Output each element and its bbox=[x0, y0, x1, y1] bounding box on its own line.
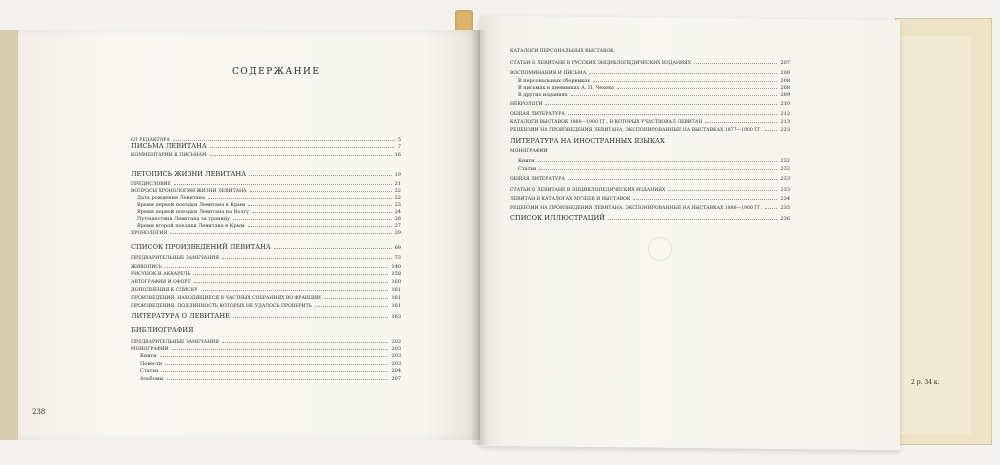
toc-entry: РЕЦЕНЗИИ НА ПРОИЗВЕДЕНИЯ ЛЕВИТАНА, ЭКСПОНИРОВАННЫЕ НА ВЫСТАВКАХ 1886—1900 ГГ. 235 bbox=[510, 205, 790, 211]
toc-entry: Время первой поездки Левитана в Крым 23 bbox=[137, 202, 401, 208]
book-spine-shadow bbox=[472, 30, 486, 445]
toc-entry: ЛЕВИТАН В КАТАЛОГАХ МУЗЕЕВ И ВЫСТАВОК 234 bbox=[510, 196, 790, 202]
toc-entry: РЕЦЕНЗИИ НА ПРОИЗВЕДЕНИЯ ЛЕВИТАНА, ЭКСПОНИРОВАННЫЕ НА ВЫСТАВКАХ 1877—1900 ГГ. 223 bbox=[510, 127, 790, 133]
toc-entry: ВОСПОМИНАНИЯ И ПИСЬМА 208 bbox=[510, 70, 790, 76]
toc-entry: Время второй поездки Левитана в Крым 27 bbox=[137, 223, 401, 229]
toc-entry: В других изданиях 209 bbox=[518, 92, 790, 98]
toc-entry: Альбомы 207 bbox=[140, 376, 401, 382]
library-stamp bbox=[648, 237, 672, 261]
toc-entry: ОБЩАЯ ЛИТЕРАТУРА 212 bbox=[510, 111, 790, 117]
toc-entry: СТАТЬИ О ЛЕВИТАНЕ В РУССКИХ ЭНЦИКЛОПЕДИЧЕСКИХ ИЗДАНИЯХ 207 bbox=[510, 60, 790, 66]
toc-entry: КОММЕНТАРИИ К ПИСЬМАМ 16 bbox=[131, 152, 401, 158]
toc-entry: ПРЕДВАРИТЕЛЬНЫЕ ЗАМЕЧАНИЯ 73 bbox=[131, 255, 401, 261]
toc-entry: В письмах и дневниках А. П. Чехова 208 bbox=[518, 85, 790, 91]
toc-entry: ПРЕДВАРИТЕЛЬНЫЕ ЗАМЕЧАНИЯ 202 bbox=[131, 339, 401, 345]
toc-entry: ПРОИЗВЕДЕНИЯ, ПОДЛИННОСТЬ КОТОРЫХ НЕ УДАЛОСЬ ПРОВЕРИТЬ 161 bbox=[131, 303, 401, 309]
toc-entry: ПИСЬМА ЛЕВИТАНА 7 bbox=[131, 142, 401, 150]
toc-entry: ВОПРОСЫ ХРОНОЛОГИИ ЖИЗНИ ЛЕВИТАНА 22 bbox=[131, 188, 401, 194]
toc-entry: Время первой поездки Левитана на Волгу 24 bbox=[137, 209, 401, 215]
page-number: 238 bbox=[32, 408, 46, 416]
toc-entry: КАТАЛОГИ ПЕРСОНАЛЬНЫХ ВЫСТАВОК bbox=[510, 49, 614, 54]
toc-entry: ЛЕТОПИСЬ ЖИЗНИ ЛЕВИТАНА 19 bbox=[131, 170, 401, 178]
toc-entry: Статьи 204 bbox=[140, 368, 401, 374]
toc-entry: НЕКРОЛОГИ 210 bbox=[510, 101, 790, 107]
book-cover-left-edge bbox=[0, 30, 19, 440]
toc-entry: Статьи 232 bbox=[518, 166, 790, 172]
toc-entry: ХРОНОЛОГИЯ 29 bbox=[131, 230, 401, 236]
toc-entry: БИБЛИОГРАФИЯ bbox=[131, 326, 194, 334]
toc-entry: ЛИТЕРАТУРА НА ИНОСТРАННЫХ ЯЗЫКАХ bbox=[510, 137, 665, 145]
toc-entry: ЛИТЕРАТУРА О ЛЕВИТАНЕ 163 bbox=[131, 312, 401, 320]
toc-entry: ПРОИЗВЕДЕНИЯ, НАХОДЯЩИЕСЯ В ЧАСТНЫХ СОБРАНИЯХ ВО ФРАНЦИИ 161 bbox=[131, 295, 401, 301]
toc-entry: ПРЕДИСЛОВИЕ 21 bbox=[131, 181, 401, 187]
toc-entry: РИСУНОК И АКВАРЕЛЬ 158 bbox=[131, 271, 401, 277]
toc-entry: АВТОГРАФИИ И ОФОРТ 160 bbox=[131, 279, 401, 285]
price-label: 2 р. 34 к. bbox=[911, 379, 940, 386]
toc-entry: СТАТЬИ О ЛЕВИТАНЕ В ЭНЦИКЛОПЕДИЧЕСКИХ ИЗДАНИЯХ 233 bbox=[510, 187, 790, 193]
toc-entry: ДОПОЛНЕНИЯ К СПИСКУ 161 bbox=[131, 287, 401, 293]
toc-entry: СПИСОК ПРОИЗВЕДЕНИЙ ЛЕВИТАНА 69 bbox=[131, 243, 401, 251]
toc-entry: МОНОГРАФИИ 203 bbox=[131, 346, 401, 352]
toc-entry: Книги 232 bbox=[518, 158, 790, 164]
toc-entry: Книги 203 bbox=[140, 353, 401, 359]
toc-entry: Дата рождения Левитана 22 bbox=[137, 195, 401, 201]
toc-entry: КАТАЛОГИ ВЫСТАВОК 1880—1900 ГГ., В КОТОРЫХ УЧАСТВОВАЛ ЛЕВИТАН 213 bbox=[510, 119, 790, 125]
ribbon-bookmark bbox=[455, 10, 473, 32]
toc-entry: Повести 203 bbox=[140, 361, 401, 367]
toc-title: СОДЕРЖАНИЕ bbox=[232, 67, 321, 77]
dust-jacket-flap bbox=[898, 36, 971, 434]
toc-entry: ОБЩАЯ ЛИТЕРАТУРА 233 bbox=[510, 176, 790, 182]
toc-entry: Путешествия Левитана за границу 26 bbox=[137, 216, 401, 222]
toc-entry: ЖИВОПИСЬ 140 bbox=[131, 264, 401, 270]
toc-entry: СПИСОК ИЛЛЮСТРАЦИЙ 236 bbox=[510, 214, 790, 222]
toc-entry: ОТ РЕДАКТОРА 5 bbox=[131, 137, 401, 143]
toc-entry: В персональных сборниках 208 bbox=[518, 78, 790, 84]
toc-entry: МОНОГРАФИИ bbox=[510, 149, 548, 154]
